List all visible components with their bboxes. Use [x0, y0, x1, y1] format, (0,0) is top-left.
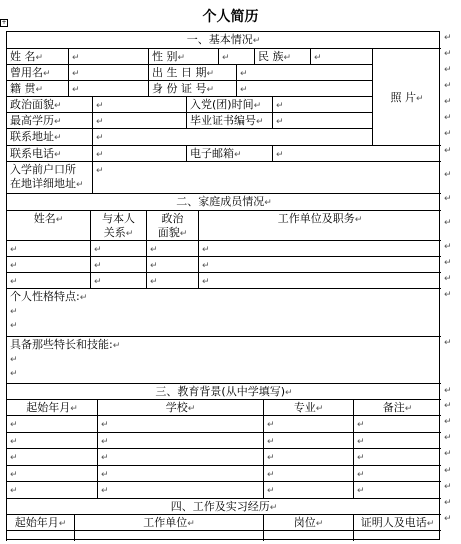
return-mark: ↵ [404, 404, 413, 414]
return-mark: ↵ [10, 307, 18, 317]
label-text: 籍 贯 [10, 82, 36, 95]
return-mark: ↵ [276, 101, 284, 111]
return-mark: ↵ [54, 133, 62, 143]
return-mark: ↵ [426, 519, 435, 529]
family-row-1-relation[interactable] [90, 240, 146, 256]
field-gender[interactable] [218, 48, 254, 64]
col-edu-start [6, 399, 97, 415]
return-mark: ↵ [240, 85, 248, 95]
family-row-2-work[interactable] [198, 256, 441, 272]
return-mark: ↵ [357, 486, 365, 496]
col-label: 岗位 [293, 516, 316, 529]
row-end-mark: ↵ [444, 433, 452, 443]
return-mark: ↵ [101, 420, 109, 430]
label-line: 入学前户口所 [10, 163, 76, 176]
family-row-3-work[interactable] [198, 272, 441, 288]
row-end-mark: ↵ [444, 514, 452, 524]
label-address [6, 128, 92, 145]
return-mark: ↵ [72, 53, 80, 63]
return-mark: ↵ [357, 437, 365, 447]
label-text: 身 份 证 号 [152, 82, 207, 95]
row-end-mark: ↵ [444, 65, 452, 75]
label-text: 入党(团)时间 [190, 98, 254, 111]
return-mark: ↵ [35, 53, 44, 63]
label-text: 性 别 [152, 50, 178, 63]
return-mark: ↵ [357, 453, 365, 463]
edu-row-1-major[interactable] [263, 415, 353, 432]
field-hukou-address[interactable] [92, 161, 441, 193]
family-row-1-political[interactable] [146, 240, 198, 256]
return-mark: ↵ [179, 229, 188, 239]
row-end-mark: ↵ [444, 33, 452, 43]
return-mark: ↵ [315, 404, 324, 414]
return-mark: ↵ [10, 261, 18, 271]
return-mark: ↵ [10, 245, 18, 255]
row-end-mark: ↵ [444, 170, 452, 180]
section-title: 四、工作及实习经历 [170, 500, 270, 513]
return-mark: ↵ [101, 437, 109, 447]
return-mark: ↵ [101, 486, 109, 496]
row-end-mark: ↵ [444, 338, 452, 348]
label-line: 在地详细地址 [10, 177, 76, 190]
col-work-position [263, 514, 353, 530]
col-family-work [198, 210, 441, 240]
return-mark: ↵ [315, 519, 324, 529]
label-political-status [6, 96, 92, 112]
family-row-3-relation[interactable] [90, 272, 146, 288]
family-row-2-relation[interactable] [90, 256, 146, 272]
label-gender [148, 48, 218, 64]
row-end-mark: ↵ [444, 113, 452, 123]
col-label: 姓名 [33, 212, 56, 225]
return-mark: ↵ [234, 150, 242, 160]
family-row-3-name[interactable] [6, 272, 90, 288]
label-hukou-address [6, 161, 92, 193]
label-text: 电子邮箱 [190, 147, 234, 160]
edu-row-4-major[interactable] [263, 465, 353, 481]
field-education[interactable] [92, 112, 186, 128]
return-mark: ↵ [10, 420, 18, 430]
return-mark: ↵ [357, 470, 365, 480]
row-end-mark: ↵ [444, 129, 452, 139]
label-text: 毕业证书编号 [190, 114, 256, 127]
field-id-number[interactable] [236, 80, 372, 96]
field-email[interactable] [272, 145, 441, 161]
return-mark: ↵ [10, 486, 18, 496]
label-text: 出 生 日 期 [152, 66, 207, 79]
return-mark: ↵ [206, 85, 215, 95]
return-mark: ↵ [267, 470, 275, 480]
edu-row-2-note[interactable] [353, 432, 441, 448]
return-mark: ↵ [101, 470, 109, 480]
edu-row-2-school[interactable] [97, 432, 263, 448]
return-mark: ↵ [10, 369, 18, 379]
return-mark: ↵ [54, 150, 62, 160]
return-mark: ↵ [94, 277, 102, 287]
col-label: 起始年月 [26, 401, 71, 414]
row-end-mark: ↵ [444, 218, 452, 228]
return-mark: ↵ [94, 261, 102, 271]
col-family-name [6, 210, 90, 240]
label-name [6, 48, 68, 64]
return-mark: ↵ [55, 215, 64, 225]
label-phone [6, 145, 92, 161]
row-end-mark: ↵ [444, 258, 452, 268]
field-ethnicity[interactable] [310, 48, 372, 64]
label-education [6, 112, 92, 128]
label-text: 联系电话 [10, 147, 54, 160]
return-mark: ↵ [10, 277, 18, 287]
row-end-mark: ↵ [444, 386, 452, 396]
section-title: 一、基本情况 [186, 33, 253, 46]
work-row-1-start[interactable] [6, 530, 74, 541]
return-mark: ↵ [202, 245, 210, 255]
col-label: 面貌 [157, 226, 180, 239]
return-mark: ↵ [267, 486, 275, 496]
row-end-mark: ↵ [444, 49, 452, 59]
row-end-mark: ↵ [444, 498, 452, 508]
return-mark: ↵ [253, 101, 262, 111]
photo-box[interactable] [372, 48, 441, 145]
return-mark: ↵ [285, 388, 293, 398]
return-mark: ↵ [101, 453, 109, 463]
col-label: 备注 [382, 401, 405, 414]
section-education-header [6, 383, 441, 399]
return-mark: ↵ [150, 277, 158, 287]
col-edu-note [353, 399, 441, 415]
family-row-3-political[interactable] [146, 272, 198, 288]
return-mark: ↵ [354, 215, 363, 225]
return-mark: ↵ [94, 245, 102, 255]
section-title: 三、教育背景(从中学填写) [155, 385, 286, 398]
return-mark: ↵ [415, 94, 424, 104]
return-mark: ↵ [35, 85, 44, 95]
label-origin [6, 80, 68, 96]
return-mark: ↵ [10, 453, 18, 463]
page-title: 个人简历 [202, 9, 259, 25]
return-mark: ↵ [72, 85, 80, 95]
col-label: 起始年月 [14, 516, 59, 529]
return-mark: ↵ [177, 53, 186, 63]
field-political-status[interactable] [92, 96, 186, 112]
label-diploma-number [186, 112, 272, 128]
col-work-employer [74, 514, 263, 530]
return-mark: ↵ [267, 453, 275, 463]
edu-row-3-school[interactable] [97, 448, 263, 465]
personality-label: 个人性格特点: [10, 290, 80, 303]
row-end-mark: ↵ [444, 401, 452, 411]
field-birth-date[interactable] [236, 64, 372, 80]
return-mark: ↵ [10, 321, 18, 331]
col-label: 政治 [161, 212, 184, 225]
edu-row-4-school[interactable] [97, 465, 263, 481]
work-row-1-employer[interactable] [74, 530, 263, 541]
label-text: 姓 名 [10, 50, 36, 63]
field-origin[interactable] [68, 80, 148, 96]
edu-row-2-start[interactable] [6, 432, 97, 448]
row-end-mark: ↵ [444, 146, 452, 156]
row-end-mark: ↵ [444, 194, 452, 204]
row-end-mark: ↵ [444, 97, 452, 107]
label-text: 最高学历 [10, 114, 54, 127]
skills-label: 具备那些特长和技能: [10, 338, 113, 351]
row-end-mark: ↵ [444, 482, 452, 492]
return-mark: ↵ [43, 69, 51, 79]
return-mark: ↵ [96, 117, 104, 127]
return-mark: ↵ [150, 261, 158, 271]
edu-row-5-start[interactable] [6, 481, 97, 498]
col-edu-major [263, 399, 353, 415]
family-row-2-political[interactable] [146, 256, 198, 272]
edu-row-4-note[interactable] [353, 465, 441, 481]
col-label: 与本人 [102, 212, 135, 225]
return-mark: ↵ [240, 69, 248, 79]
edu-row-1-start[interactable] [6, 415, 97, 432]
field-former-name[interactable] [68, 64, 148, 80]
return-mark: ↵ [276, 117, 284, 127]
return-mark: ↵ [72, 69, 80, 79]
return-mark: ↵ [222, 53, 230, 63]
label-text: 民 族 [258, 50, 284, 63]
return-mark: ↵ [70, 404, 78, 414]
col-family-political [146, 210, 198, 240]
return-mark: ↵ [76, 180, 84, 190]
field-name[interactable] [68, 48, 148, 64]
row-end-mark: ↵ [444, 242, 452, 252]
return-mark: ↵ [267, 437, 275, 447]
return-mark: ↵ [283, 53, 292, 63]
table-move-handle-icon[interactable]: + [1, 19, 7, 26]
edu-row-3-note[interactable] [353, 448, 441, 465]
col-label: 工作单位 [143, 516, 188, 529]
row-end-mark: ↵ [444, 81, 452, 91]
edu-row-5-major[interactable] [263, 481, 353, 498]
family-row-1-name[interactable] [6, 240, 90, 256]
work-row-1-reference[interactable] [353, 530, 441, 541]
return-mark: ↵ [264, 198, 272, 208]
return-mark: ↵ [96, 101, 104, 111]
return-mark: ↵ [187, 519, 195, 529]
col-label: 学校 [165, 401, 188, 414]
label-text: 政治面貌 [10, 98, 54, 111]
return-mark: ↵ [202, 277, 210, 287]
col-edu-school [97, 399, 263, 415]
col-work-start [6, 514, 74, 530]
return-mark: ↵ [58, 519, 67, 529]
label-text: 曾用名 [10, 66, 43, 79]
label-former-name [6, 64, 68, 80]
return-mark: ↵ [96, 133, 104, 143]
label-birth-date [148, 64, 236, 80]
field-address[interactable] [92, 128, 372, 145]
row-end-mark: ↵ [444, 417, 452, 427]
return-mark: ↵ [96, 150, 104, 160]
row-end-mark: ↵ [444, 449, 452, 459]
edu-row-2-major[interactable] [263, 432, 353, 448]
return-mark: ↵ [10, 470, 18, 480]
return-mark: ↵ [187, 404, 196, 414]
section-work-header [6, 498, 441, 514]
label-party-join-time [186, 96, 272, 112]
edu-row-1-school[interactable] [97, 415, 263, 432]
family-row-1-work[interactable] [198, 240, 441, 256]
field-party-join-time[interactable] [272, 96, 372, 112]
resume-table [6, 31, 440, 540]
return-mark: ↵ [269, 503, 278, 513]
field-diploma-number[interactable] [272, 112, 372, 128]
field-personality[interactable] [6, 288, 441, 336]
field-skills[interactable] [6, 336, 441, 383]
col-family-relation [90, 210, 146, 240]
return-mark: ↵ [54, 117, 62, 127]
return-mark: ↵ [276, 150, 284, 160]
return-mark: ↵ [206, 69, 215, 79]
edu-row-3-start[interactable] [6, 448, 97, 465]
label-ethnicity [254, 48, 310, 64]
col-work-reference [353, 514, 441, 530]
label-text: 联系地址 [10, 130, 54, 143]
edu-row-4-start[interactable] [6, 465, 97, 481]
return-mark: ↵ [10, 355, 18, 365]
return-mark: ↵ [10, 437, 18, 447]
return-mark: ↵ [314, 53, 322, 63]
edu-row-5-note[interactable] [353, 481, 441, 498]
field-phone[interactable] [92, 145, 186, 161]
return-mark: ↵ [112, 341, 121, 351]
edu-row-3-major[interactable] [263, 448, 353, 465]
col-label: 工作单位及职务 [277, 212, 355, 225]
return-mark: ↵ [267, 420, 275, 430]
return-mark: ↵ [79, 293, 88, 303]
return-mark: ↵ [96, 166, 104, 176]
edu-row-1-note[interactable] [353, 415, 441, 432]
return-mark: ↵ [202, 261, 210, 271]
section-family-header [6, 193, 441, 210]
section-basic-header [6, 31, 440, 48]
return-mark: ↵ [357, 420, 365, 430]
col-label: 专业 [293, 401, 316, 414]
label-id-number [148, 80, 236, 96]
return-mark: ↵ [252, 36, 261, 46]
col-label: 关系 [103, 226, 126, 239]
family-row-2-name[interactable] [6, 256, 90, 272]
work-row-1-position[interactable] [263, 530, 353, 541]
return-mark: ↵ [54, 101, 62, 111]
section-title: 二、家庭成员情况 [176, 195, 265, 208]
label-email [186, 145, 272, 161]
col-label: 证明人及电话 [360, 516, 427, 529]
row-end-mark: ↵ [444, 274, 452, 284]
row-end-mark: ↵ [444, 466, 452, 476]
return-mark: ↵ [150, 245, 158, 255]
edu-row-5-school[interactable] [97, 481, 263, 498]
return-mark: ↵ [125, 229, 134, 239]
row-end-mark: ↵ [444, 290, 452, 300]
photo-label: 照 片 [390, 91, 416, 104]
return-mark: ↵ [256, 117, 264, 127]
